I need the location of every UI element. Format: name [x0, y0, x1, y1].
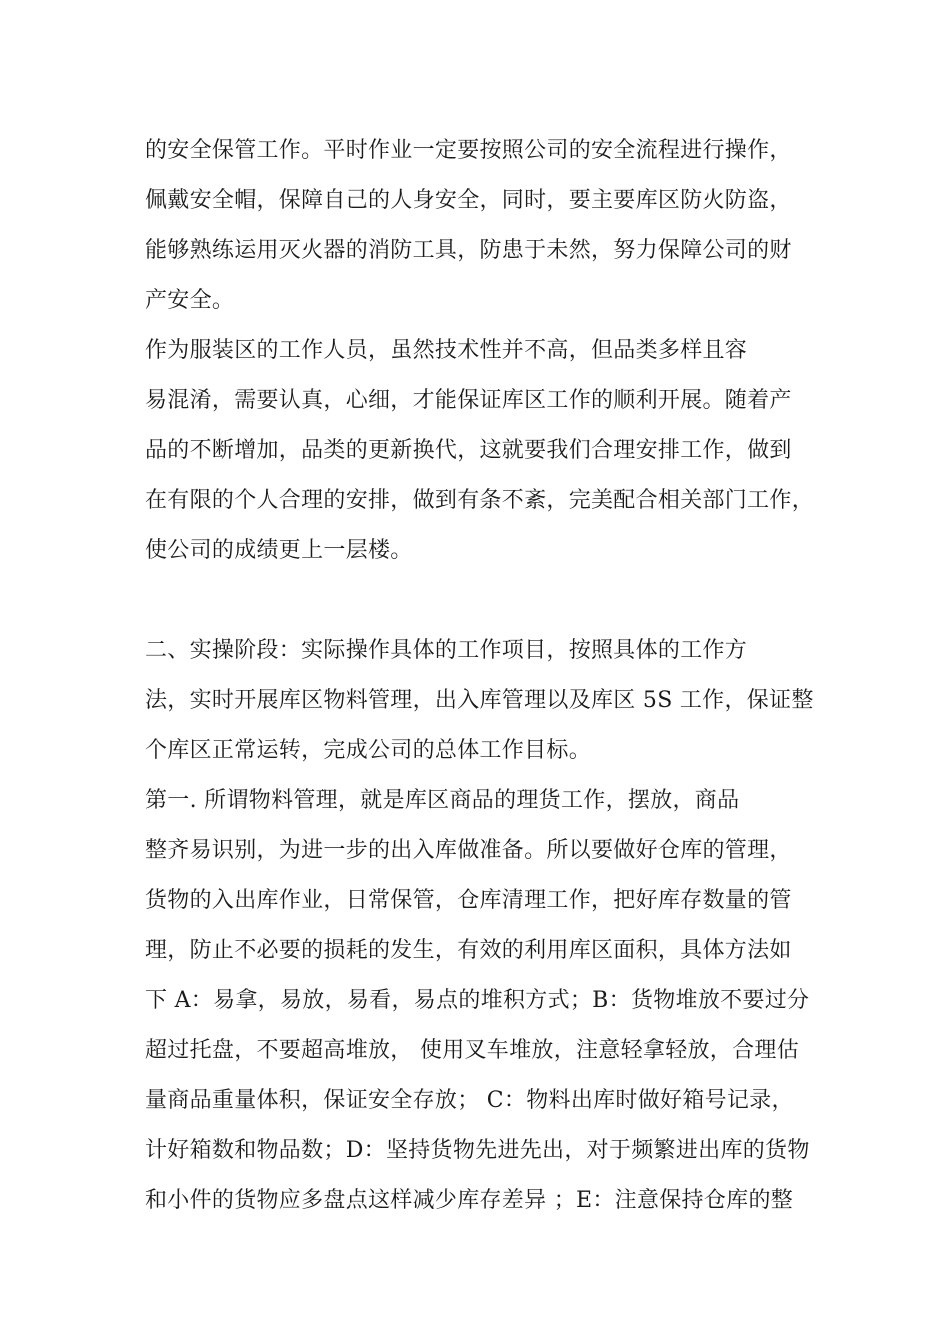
- text-line: 能够熟练运用灭火器的消防工具，防患于未然，努力保障公司的财: [145, 238, 792, 263]
- text-line: 计好箱数和物品数；D：坚持货物先进先出，对于频繁进出库的货物: [145, 1138, 810, 1163]
- text-line: 超过托盘，不要超高堆放， 使用叉车堆放，注意轻拿轻放，合理估: [145, 1038, 799, 1063]
- text-line: 理，防止不必要的损耗的发生，有效的利用库区面积，具体方法如: [145, 938, 792, 963]
- text-line: 法，实时开展库区物料管理，出入库管理以及库区 5S 工作，保证整: [145, 688, 814, 713]
- text-line: 个库区正常运转，完成公司的总体工作目标。: [145, 738, 592, 763]
- section-heading-line: 二、实操阶段：实际操作具体的工作项目，按照具体的工作方: [145, 638, 748, 663]
- paragraph-first-line: 第一. 所谓物料管理，就是库区商品的理货工作，摆放，商品: [145, 788, 740, 813]
- text-line: 品的不断增加，品类的更新换代，这就要我们合理安排工作，做到: [145, 438, 792, 463]
- text-line: 佩戴安全帽，保障自己的人身安全，同时，要主要库区防火防盗，: [145, 188, 792, 213]
- text-line: 使公司的成绩更上一层楼。: [145, 538, 413, 563]
- text-line: 量商品重量体积，保证安全存放； C：物料出库时做好箱号记录，: [145, 1088, 794, 1113]
- text-line: 易混淆，需要认真，心细，才能保证库区工作的顺利开展。随着产: [145, 388, 792, 413]
- text-line: 的安全保管工作。平时作业一定要按照公司的安全流程进行操作，: [145, 138, 792, 163]
- text-line: 货物的入出库作业，日常保管，仓库清理工作，把好库存数量的管: [145, 888, 792, 913]
- text-line: 产安全。: [145, 288, 235, 313]
- text-line: 整齐易识别，为进一步的出入库做准备。所以要做好仓库的管理，: [145, 838, 792, 863]
- text-line: 和小件的货物应多盘点这样减少库存差异 ；E：注意保持仓库的整: [145, 1188, 794, 1213]
- text-line: 在有限的个人合理的安排，做到有条不紊，完美配合相关部门工作，: [145, 488, 815, 513]
- paragraph-first-line: 作为服装区的工作人员，虽然技术性并不高，但品类多样且容: [145, 338, 748, 363]
- text-line: 下 A：易拿，易放，易看，易点的堆积方式；B：货物堆放不要过分: [145, 988, 810, 1013]
